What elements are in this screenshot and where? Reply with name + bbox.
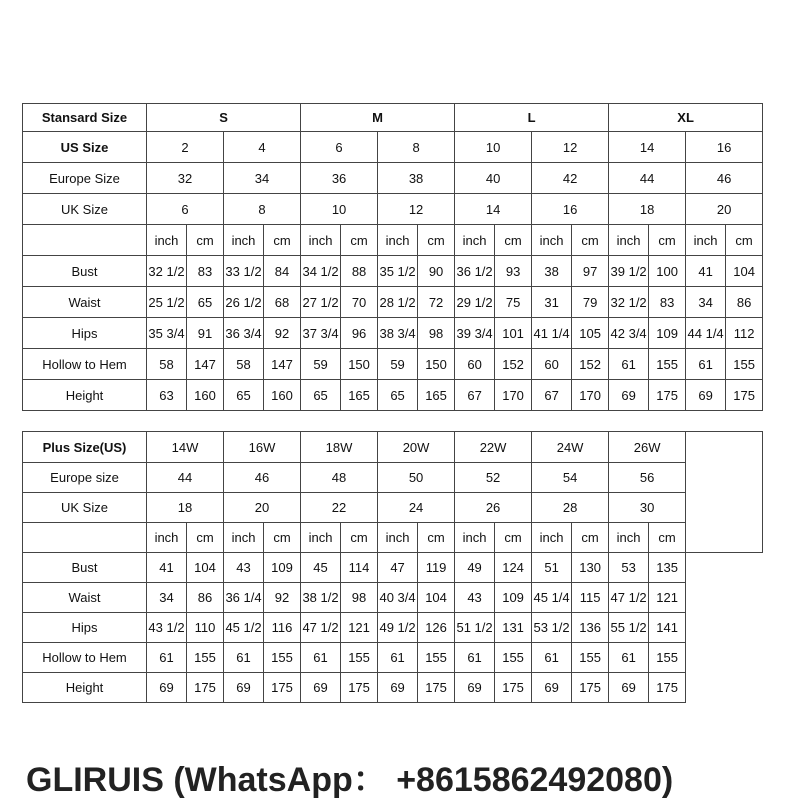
measurement-value: 97 — [572, 256, 609, 287]
measurement-value: 175 — [649, 380, 686, 411]
measurement-value: 135 — [649, 553, 686, 583]
measurement-value: 45 — [301, 553, 341, 583]
measurement-value: 59 — [378, 349, 418, 380]
measurement-label: Bust — [23, 256, 147, 287]
measurement-value: 55 1/2 — [609, 613, 649, 643]
measurement-value: 61 — [301, 643, 341, 673]
measurement-value: 104 — [726, 256, 763, 287]
measurement-value: 63 — [147, 380, 187, 411]
measurement-value: 69 — [686, 380, 726, 411]
unit-cm: cm — [264, 523, 301, 553]
unit-inch: inch — [224, 523, 264, 553]
measurement-value: 44 1/4 — [686, 318, 726, 349]
measurement-value: 155 — [572, 643, 609, 673]
europe-size-label: Europe Size — [23, 163, 147, 194]
measurement-value: 67 — [455, 380, 495, 411]
unit-inch: inch — [532, 225, 572, 256]
measurement-value: 43 — [455, 583, 495, 613]
europe-size-cell: 36 — [301, 163, 378, 194]
plus-header-row — [23, 432, 763, 463]
unit-cm: cm — [341, 523, 378, 553]
measurement-value: 38 1/2 — [301, 583, 341, 613]
measurement-value: 88 — [341, 256, 378, 287]
unit-cm: cm — [341, 225, 378, 256]
unit-cm: cm — [418, 523, 455, 553]
plus-uk-row — [23, 493, 763, 523]
unit-inch: inch — [301, 225, 341, 256]
measurement-value: 121 — [649, 583, 686, 613]
plus-size-cell: 26W — [609, 432, 686, 463]
unit-inch: inch — [686, 225, 726, 256]
measurement-value: 155 — [649, 349, 686, 380]
measurement-value: 86 — [187, 583, 224, 613]
measurement-value: 47 — [378, 553, 418, 583]
unit-inch: inch — [378, 225, 418, 256]
measurement-value: 69 — [609, 380, 649, 411]
us-size-cell: 10 — [455, 132, 532, 163]
unit-inch: inch — [224, 225, 264, 256]
measurement-value: 165 — [418, 380, 455, 411]
measurement-value: 41 — [686, 256, 726, 287]
unit-inch: inch — [378, 523, 418, 553]
plus-size-cell: 14W — [147, 432, 224, 463]
unit-inch: inch — [455, 523, 495, 553]
measurement-value: 104 — [187, 553, 224, 583]
uk-size-cell: 10 — [301, 194, 378, 225]
measurement-value: 27 1/2 — [301, 287, 341, 318]
measurement-value: 59 — [301, 349, 341, 380]
plus-uk-cell: 26 — [455, 493, 532, 523]
measurement-value: 136 — [572, 613, 609, 643]
standard-size-table — [22, 103, 763, 411]
measurement-value: 36 1/4 — [224, 583, 264, 613]
measurement-value: 42 3/4 — [609, 318, 649, 349]
us-size-cell: 14 — [609, 132, 686, 163]
europe-size-cell: 32 — [147, 163, 224, 194]
plus-size-cell: 24W — [532, 432, 609, 463]
measurement-value: 35 3/4 — [147, 318, 187, 349]
measurement-value: 70 — [341, 287, 378, 318]
measurement-value: 131 — [495, 613, 532, 643]
us-size-cell: 4 — [224, 132, 301, 163]
plus-uk-cell: 18 — [147, 493, 224, 523]
measurement-value: 152 — [572, 349, 609, 380]
measurement-value: 35 1/2 — [378, 256, 418, 287]
measurement-value: 124 — [495, 553, 532, 583]
measurement-value: 105 — [572, 318, 609, 349]
measurement-value: 61 — [686, 349, 726, 380]
standard-measurement-rows — [23, 256, 763, 411]
measurement-value: 43 — [224, 553, 264, 583]
measurement-value: 155 — [726, 349, 763, 380]
measurement-row-height — [23, 380, 763, 411]
measurement-row-waist — [23, 583, 763, 613]
measurement-value: 36 3/4 — [224, 318, 264, 349]
measurement-row-height — [23, 673, 763, 703]
measurement-value: 170 — [495, 380, 532, 411]
measurement-row-waist — [23, 287, 763, 318]
measurement-value: 155 — [495, 643, 532, 673]
measurement-value: 114 — [341, 553, 378, 583]
europe-size-cell: 40 — [455, 163, 532, 194]
measurement-value: 175 — [649, 673, 686, 703]
measurement-value: 41 — [147, 553, 187, 583]
measurement-value: 98 — [418, 318, 455, 349]
measurement-label: Height — [23, 380, 147, 411]
seller-contact-footer: GLIRUIS (WhatsApp： +8615862492080) — [26, 761, 674, 799]
measurement-value: 28 1/2 — [378, 287, 418, 318]
plus-europe-cell: 56 — [609, 463, 686, 493]
measurement-value: 45 1/2 — [224, 613, 264, 643]
unit-cm: cm — [649, 225, 686, 256]
europe-size-cell: 34 — [224, 163, 301, 194]
measurement-value: 34 — [686, 287, 726, 318]
measurement-value: 101 — [495, 318, 532, 349]
us-size-cell: 6 — [301, 132, 378, 163]
unit-cm: cm — [495, 523, 532, 553]
measurement-value: 61 — [609, 349, 649, 380]
measurement-row-hollow-to-hem — [23, 643, 763, 673]
measurement-value: 69 — [532, 673, 572, 703]
measurement-value: 150 — [418, 349, 455, 380]
measurement-value: 69 — [224, 673, 264, 703]
unit-inch: inch — [455, 225, 495, 256]
measurement-value: 150 — [341, 349, 378, 380]
plus-uk-cell: 24 — [378, 493, 455, 523]
measurement-value: 33 1/2 — [224, 256, 264, 287]
measurement-value: 25 1/2 — [147, 287, 187, 318]
plus-size-cell: 18W — [301, 432, 378, 463]
measurement-row-hollow-to-hem — [23, 349, 763, 380]
europe-size-row — [23, 163, 763, 194]
measurement-value: 65 — [301, 380, 341, 411]
uk-size-label: UK Size — [23, 194, 147, 225]
measurement-value: 39 3/4 — [455, 318, 495, 349]
uk-size-cell: 18 — [609, 194, 686, 225]
measurement-value: 155 — [649, 643, 686, 673]
unit-inch: inch — [147, 225, 187, 256]
europe-size-cell: 38 — [378, 163, 455, 194]
measurement-value: 60 — [455, 349, 495, 380]
measurement-value: 53 1/2 — [532, 613, 572, 643]
plus-uk-cell: 28 — [532, 493, 609, 523]
measurement-value: 83 — [187, 256, 224, 287]
uk-size-row — [23, 194, 763, 225]
plus-size-cell: 20W — [378, 432, 455, 463]
measurement-value: 175 — [726, 380, 763, 411]
plus-uk-cell: 30 — [609, 493, 686, 523]
measurement-label: Hollow to Hem — [23, 643, 147, 673]
measurement-value: 43 1/2 — [147, 613, 187, 643]
unit-cm: cm — [649, 523, 686, 553]
measurement-value: 51 1/2 — [455, 613, 495, 643]
plus-uk-cell: 20 — [224, 493, 301, 523]
measurement-label: Waist — [23, 287, 147, 318]
measurement-value: 110 — [187, 613, 224, 643]
measurement-value: 68 — [264, 287, 301, 318]
unit-inch: inch — [301, 523, 341, 553]
plus-uk-cell: 22 — [301, 493, 378, 523]
standard-header-row — [23, 104, 763, 132]
measurement-value: 160 — [264, 380, 301, 411]
measurement-value: 36 1/2 — [455, 256, 495, 287]
unit-cm: cm — [264, 225, 301, 256]
measurement-value: 92 — [264, 318, 301, 349]
group-xl: XL — [609, 104, 763, 132]
measurement-value: 109 — [495, 583, 532, 613]
plus-europe-cell: 52 — [455, 463, 532, 493]
measurement-value: 175 — [341, 673, 378, 703]
measurement-value: 92 — [264, 583, 301, 613]
plus-size-table — [22, 431, 763, 703]
unit-cm: cm — [418, 225, 455, 256]
unit-inch: inch — [532, 523, 572, 553]
measurement-value: 109 — [264, 553, 301, 583]
measurement-value: 141 — [649, 613, 686, 643]
measurement-value: 38 — [532, 256, 572, 287]
unit-row-label — [23, 225, 147, 256]
plus-europe-cell: 54 — [532, 463, 609, 493]
measurement-value: 69 — [301, 673, 341, 703]
measurement-value: 40 3/4 — [378, 583, 418, 613]
unit-inch: inch — [609, 225, 649, 256]
measurement-value: 155 — [264, 643, 301, 673]
measurement-value: 32 1/2 — [147, 256, 187, 287]
measurement-value: 175 — [418, 673, 455, 703]
measurement-value: 61 — [455, 643, 495, 673]
measurement-label: Waist — [23, 583, 147, 613]
measurement-value: 91 — [187, 318, 224, 349]
uk-size-cell: 8 — [224, 194, 301, 225]
measurement-value: 69 — [455, 673, 495, 703]
unit-cm: cm — [495, 225, 532, 256]
us-size-row — [23, 132, 763, 163]
measurement-value: 109 — [649, 318, 686, 349]
plus-uk-label: UK Size — [23, 493, 147, 523]
measurement-label: Hips — [23, 613, 147, 643]
measurement-value: 170 — [572, 380, 609, 411]
measurement-value: 115 — [572, 583, 609, 613]
measurement-value: 60 — [532, 349, 572, 380]
measurement-value: 96 — [341, 318, 378, 349]
measurement-row-hips — [23, 318, 763, 349]
measurement-value: 69 — [147, 673, 187, 703]
unit-cm: cm — [726, 225, 763, 256]
measurement-value: 34 — [147, 583, 187, 613]
group-m: M — [301, 104, 455, 132]
measurement-value: 65 — [224, 380, 264, 411]
measurement-value: 175 — [264, 673, 301, 703]
measurement-value: 130 — [572, 553, 609, 583]
measurement-value: 98 — [341, 583, 378, 613]
us-size-cell: 12 — [532, 132, 609, 163]
unit-cm: cm — [187, 225, 224, 256]
group-l: L — [455, 104, 609, 132]
uk-size-cell: 14 — [455, 194, 532, 225]
measurement-label: Height — [23, 673, 147, 703]
plus-size-cell: 22W — [455, 432, 532, 463]
measurement-label: Bust — [23, 553, 147, 583]
measurement-value: 49 1/2 — [378, 613, 418, 643]
plus-europe-cell: 44 — [147, 463, 224, 493]
uk-size-cell: 12 — [378, 194, 455, 225]
plus-unit-row-label — [23, 523, 147, 553]
measurement-value: 69 — [378, 673, 418, 703]
us-size-cell: 8 — [378, 132, 455, 163]
us-size-label: US Size — [23, 132, 147, 163]
unit-inch: inch — [147, 523, 187, 553]
plus-measurement-rows — [23, 553, 763, 703]
unit-inch: inch — [609, 523, 649, 553]
measurement-value: 160 — [187, 380, 224, 411]
measurement-value: 83 — [649, 287, 686, 318]
unit-row — [23, 225, 763, 256]
measurement-value: 53 — [609, 553, 649, 583]
europe-size-cell: 44 — [609, 163, 686, 194]
measurement-value: 72 — [418, 287, 455, 318]
measurement-value: 100 — [649, 256, 686, 287]
measurement-value: 47 1/2 — [609, 583, 649, 613]
measurement-value: 147 — [264, 349, 301, 380]
standard-size-label: Stansard Size — [23, 104, 147, 132]
plus-size-cell: 16W — [224, 432, 301, 463]
us-size-cell: 2 — [147, 132, 224, 163]
plus-unit-row — [23, 523, 763, 553]
measurement-value: 39 1/2 — [609, 256, 649, 287]
unit-cm: cm — [187, 523, 224, 553]
measurement-value: 69 — [609, 673, 649, 703]
measurement-value: 58 — [147, 349, 187, 380]
unit-cm: cm — [572, 523, 609, 553]
measurement-value: 65 — [187, 287, 224, 318]
measurement-value: 112 — [726, 318, 763, 349]
measurement-value: 119 — [418, 553, 455, 583]
measurement-label: Hips — [23, 318, 147, 349]
measurement-label: Hollow to Hem — [23, 349, 147, 380]
measurement-value: 45 1/4 — [532, 583, 572, 613]
plus-europe-cell: 48 — [301, 463, 378, 493]
plus-europe-cell: 50 — [378, 463, 455, 493]
measurement-value: 84 — [264, 256, 301, 287]
measurement-value: 90 — [418, 256, 455, 287]
measurement-value: 155 — [341, 643, 378, 673]
measurement-value: 51 — [532, 553, 572, 583]
measurement-value: 61 — [147, 643, 187, 673]
measurement-value: 147 — [187, 349, 224, 380]
measurement-value: 75 — [495, 287, 532, 318]
measurement-value: 175 — [187, 673, 224, 703]
plus-europe-row — [23, 463, 763, 493]
measurement-value: 93 — [495, 256, 532, 287]
measurement-value: 67 — [532, 380, 572, 411]
uk-size-cell: 6 — [147, 194, 224, 225]
measurement-value: 152 — [495, 349, 532, 380]
measurement-value: 175 — [572, 673, 609, 703]
plus-empty-column — [686, 432, 763, 553]
europe-size-cell: 46 — [686, 163, 763, 194]
measurement-value: 121 — [341, 613, 378, 643]
measurement-value: 104 — [418, 583, 455, 613]
measurement-value: 155 — [187, 643, 224, 673]
measurement-value: 79 — [572, 287, 609, 318]
plus-europe-cell: 46 — [224, 463, 301, 493]
measurement-value: 58 — [224, 349, 264, 380]
measurement-value: 165 — [341, 380, 378, 411]
us-size-cell: 16 — [686, 132, 763, 163]
measurement-value: 61 — [224, 643, 264, 673]
measurement-row-bust — [23, 553, 763, 583]
measurement-value: 61 — [532, 643, 572, 673]
measurement-value: 49 — [455, 553, 495, 583]
measurement-value: 61 — [609, 643, 649, 673]
measurement-value: 65 — [378, 380, 418, 411]
measurement-value: 116 — [264, 613, 301, 643]
measurement-value: 32 1/2 — [609, 287, 649, 318]
uk-size-cell: 20 — [686, 194, 763, 225]
europe-size-cell: 42 — [532, 163, 609, 194]
measurement-value: 126 — [418, 613, 455, 643]
plus-size-label: Plus Size(US) — [23, 432, 147, 463]
uk-size-cell: 16 — [532, 194, 609, 225]
measurement-value: 61 — [378, 643, 418, 673]
unit-cm: cm — [572, 225, 609, 256]
measurement-value: 38 3/4 — [378, 318, 418, 349]
measurement-value: 47 1/2 — [301, 613, 341, 643]
measurement-value: 86 — [726, 287, 763, 318]
measurement-value: 37 3/4 — [301, 318, 341, 349]
measurement-value: 41 1/4 — [532, 318, 572, 349]
measurement-row-bust — [23, 256, 763, 287]
measurement-value: 34 1/2 — [301, 256, 341, 287]
measurement-value: 29 1/2 — [455, 287, 495, 318]
measurement-row-hips — [23, 613, 763, 643]
measurement-value: 175 — [495, 673, 532, 703]
measurement-value: 26 1/2 — [224, 287, 264, 318]
plus-europe-label: Europe size — [23, 463, 147, 493]
group-s: S — [147, 104, 301, 132]
measurement-value: 155 — [418, 643, 455, 673]
measurement-value: 31 — [532, 287, 572, 318]
